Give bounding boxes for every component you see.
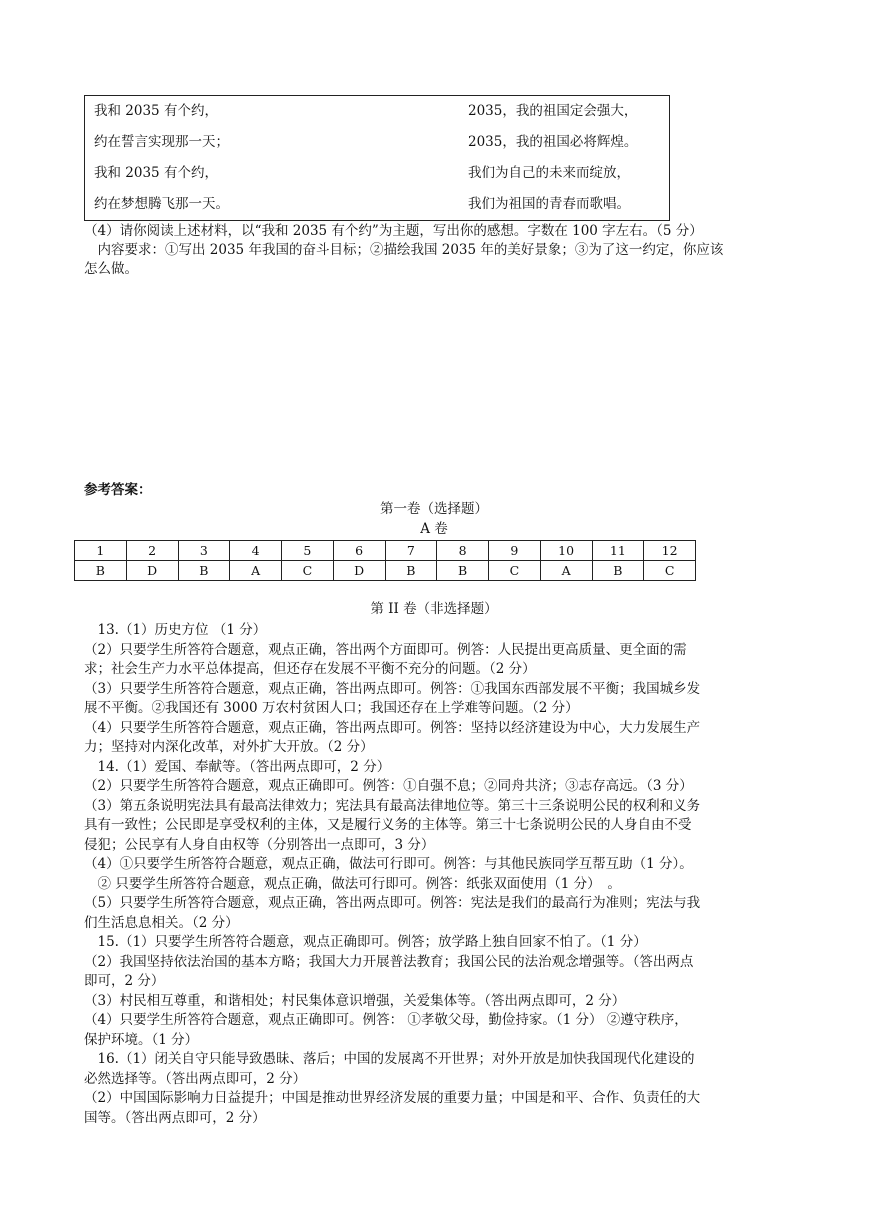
answer-line: （4）①只要学生所答符合题意，观点正确，做法可行即可。例答：与其他民族同学互帮互助（1 分）。 [84,856,693,872]
question-number: 8 [437,541,489,561]
answer-line: 侵犯；公民享有人身自由权等（分别答出一点即可，3 分） [84,836,435,853]
poem-line: 我们为自己的未来而绽放， [468,165,630,181]
poem-line: 我们为祖国的青春而歌唱。 [468,196,630,212]
answer-choice: B [385,561,437,581]
answer-line: 力；坚持对内深化改革，对外扩大开放。（2 分） [84,739,374,755]
question-number: 7 [385,541,437,561]
answer-line: ② 只要学生所答符合题意，观点正确，做法可行即可。例答：纸张双面使用（1 分） 。 [84,875,621,892]
answer-line: 国等。（答出两点即可，2 分） [84,1109,266,1126]
answer-choice: B [75,561,127,581]
answer-choice: C [644,561,696,581]
answer-line: 14.（1）爱国、奉献等。（答出两点即可，2 分） [84,758,391,775]
answer-choice-row [75,561,696,581]
question-number: 10 [540,541,592,561]
answer-choice: C [282,561,334,581]
answer-choice: A [230,561,282,581]
poem-line: 2035，我的祖国必将辉煌。 [468,134,638,150]
poem-row [94,194,645,214]
answer-number-row [75,541,696,561]
poem-line: 2035，我的祖国定会强大， [468,103,638,119]
answer-line: 必然选择等。（答出两点即可，2 分） [84,1070,307,1087]
question-number: 5 [282,541,334,561]
poem-row [94,101,645,121]
question-number: 1 [75,541,127,561]
question-number: 9 [489,541,541,561]
poem-box [84,95,670,221]
poem-row [94,132,645,152]
answer-choice: D [333,561,385,581]
answers-heading: 参考答案： [84,482,152,498]
answer-line: （3）村民相互尊重，和谐相处；村民集体意识增强，关爱集体等。（答出两点即可，2 分） [84,992,626,1009]
question-4-prompt: （4）请你阅读上述材料，以“我和 2035 有个约”为主题，写出你的感想。字数在 100 字左右。（5 分） [84,223,703,239]
part1-title: 第一卷（选择题） [380,501,488,517]
answer-line: 15.（1）只要学生所答符合题意，观点正确即可。例答；放学路上独自回家不怕了。（1 分） [84,934,647,950]
question-number: 11 [592,541,644,561]
answer-choice: B [178,561,230,581]
answer-line: （4）只要学生所答符合题意，观点正确，答出两点即可。例答：坚持以经济建设为中心，大力发展生产 [84,719,701,736]
answer-line: （3）只要学生所答符合题意，观点正确，答出两点即可。例答：①我国东西部发展不平衡；我国城乡发 [84,680,701,697]
answer-line: （2）只要学生所答符合题意，观点正确即可。例答：①自强不息；②同舟共济；③志存高远。（3 分） [84,778,693,794]
answer-line: 保护环境。（1 分） [84,1031,199,1048]
answer-line: 求；社会生产力水平总体提高，但还存在发展不平衡不充分的问题。（2 分） [84,661,536,677]
answer-line: 16.（1）闭关自守只能导致愚昧、落后；中国的发展离不开世界；对外开放是加快我国现代化建设的 [84,1051,695,1067]
answer-line: （2）我国坚持依法治国的基本方略；我国大力开展普法教育；我国公民的法治观念增强等。（答出两点 [84,953,694,970]
answer-choice: B [592,561,644,581]
answer-line: 们生活息息相关。（2 分） [84,914,239,931]
poem-row [94,163,645,183]
question-number: 3 [178,541,230,561]
answer-line: （3）第五条说明宪法具有最高法律效力；宪法具有最高法律地位等。第三十三条说明公民的权利和义务 [84,797,701,814]
part2-title: 第 II 卷（非选择题） [370,601,498,617]
answer-line: （5）只要学生所答符合题意，观点正确，答出两点即可。例答：宪法是我们的最高行为准则；宪法与我 [84,895,701,911]
answer-line: 具有一致性；公民即是享受权利的主体，又是履行义务的主体等。第三十七条说明公民的人身自由不受 [84,817,692,833]
question-number: 12 [644,541,696,561]
answer-choice: D [126,561,178,581]
question-number: 4 [230,541,282,561]
answer-choice: C [489,561,541,581]
poem-line: 我和 2035 有个约， [94,165,218,181]
answer-choice: B [437,561,489,581]
answer-line: （2）只要学生所答符合题意，观点正确，答出两个方面即可。例答：人民提出更高质量、更全面的需 [84,641,687,658]
question-4-requirements-cont: 怎么做。 [84,261,138,277]
poem-line: 约在梦想腾飞那一天。 [94,196,229,212]
answer-line: （4）只要学生所答符合题意，观点正确即可。例答： ①孝敬父母，勤俭持家。（1 分） ②遵守秩序， [84,1012,688,1028]
answer-line: 展不平衡。②我国还有 3000 万农村贫困人口；我国还存在上学难等问题。（2 分） [84,700,579,716]
question-number: 2 [126,541,178,561]
poem-line: 约在誓言实现那一天； [94,134,229,150]
volume-a-label: A 卷 [420,521,448,537]
answer-line: 13.（1）历史方位 （1 分） [84,622,267,638]
answer-key-table [74,540,696,581]
question-4-requirements: 内容要求：①写出 2035 年我国的奋斗目标；②描绘我国 2035 年的美好景象；③为了这一约定，你应该 [84,242,724,258]
question-number: 6 [333,541,385,561]
answer-choice: A [540,561,592,581]
answer-line: 即可，2 分） [84,973,165,989]
poem-line: 我和 2035 有个约， [94,103,218,119]
answer-line: （2）中国国际影响力日益提升；中国是推动世界经济发展的重要力量；中国是和平、合作、负责任的大 [84,1090,701,1106]
